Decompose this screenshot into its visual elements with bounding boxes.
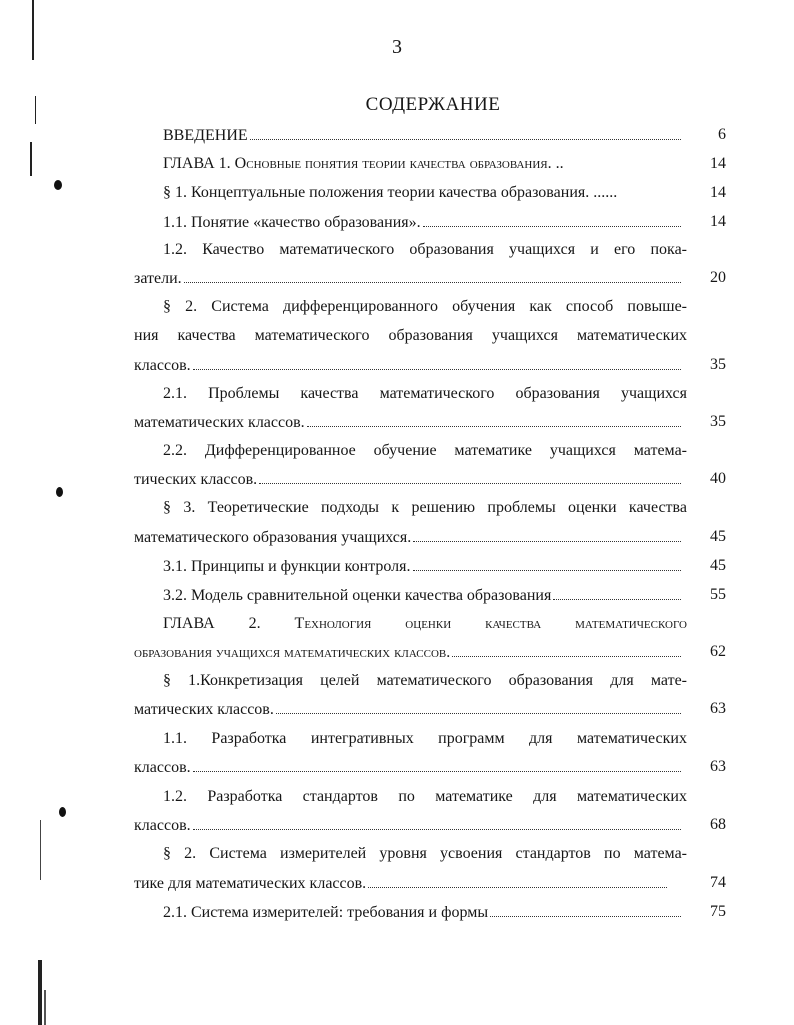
toc-entry-text: 1.2. Разработка стандартов по математике для математических — [163, 788, 687, 805]
toc-entry-continuation[interactable] — [134, 468, 683, 490]
page-number: 3 — [392, 36, 402, 58]
toc-title: СОДЕРЖАНИЕ — [365, 94, 501, 115]
toc-entry-continuation[interactable] — [134, 411, 683, 433]
toc-page-number: 14 — [710, 184, 726, 201]
toc-entry-text: тических классов. — [134, 471, 258, 488]
toc-entry-continuation[interactable] — [134, 641, 683, 663]
toc-entry-section-2-2[interactable] — [163, 843, 687, 865]
scan-edge-mark — [30, 142, 32, 176]
toc-entry-continuation[interactable] — [134, 354, 683, 376]
toc-entry-text: ния качества математического образования учащихся математических — [134, 327, 687, 344]
toc-page-number: 45 — [710, 557, 726, 574]
toc-entry-text: 1.1. Разработка интегративных программ для математических — [163, 730, 687, 747]
leader-dots — [368, 872, 667, 888]
hole-punch-mark — [56, 487, 63, 497]
toc-entry-text: ГЛАВА 1. Основные понятия теории качества образования. .. — [163, 155, 564, 172]
leader-dots — [193, 354, 681, 370]
leader-dots — [490, 901, 681, 917]
toc-page-number: 63 — [710, 700, 726, 717]
toc-entry-text: 3.1. Принципы и функции контроля. — [163, 558, 411, 575]
toc-page-number: 75 — [710, 903, 726, 920]
toc-page-number: 14 — [710, 213, 726, 230]
toc-page-number: 6 — [718, 126, 726, 143]
toc-page-number: 40 — [710, 470, 726, 487]
hole-punch-mark — [54, 180, 62, 190]
toc-entry-continuation[interactable] — [134, 698, 683, 720]
toc-entry-text: образования учащихся математических классов. — [134, 644, 451, 661]
toc-entry-subsection-2-1-1[interactable] — [163, 728, 687, 750]
toc-entry-introduction[interactable] — [163, 124, 683, 146]
scan-edge-mark — [35, 96, 36, 124]
leader-dots — [413, 526, 681, 542]
toc-entry-text: 1.1. Понятие «качество образования». — [163, 214, 421, 231]
toc-entry-text: математического образования учащихся. — [134, 529, 412, 546]
leader-dots — [276, 698, 681, 714]
leader-dots — [184, 267, 681, 283]
toc-page-number: 55 — [710, 586, 726, 603]
toc-entry-subsection-2-1-2[interactable] — [163, 786, 687, 808]
leader-dots — [193, 814, 681, 830]
toc-entry-continuation[interactable] — [134, 814, 683, 836]
toc-entry-subsection-1-2-2[interactable] — [163, 440, 687, 462]
toc-entry-subsection-1-1-1[interactable] — [163, 211, 683, 233]
toc-entry-chapter-1[interactable] — [163, 153, 683, 175]
toc-entry-text: ГЛАВА 2. Технология оценки качества математического — [163, 615, 687, 632]
toc-page-number: 35 — [710, 413, 726, 430]
leader-dots — [452, 641, 681, 657]
toc-entry-text: 3.2. Модель сравнительной оценки качества образования — [163, 587, 552, 604]
toc-entry-text: § 1.Конкретизация целей математического образования для мате- — [163, 672, 687, 689]
scan-edge-mark — [44, 990, 46, 1025]
toc-entry-text: тике для математических классов. — [134, 875, 367, 892]
toc-entry-text: 1.2. Качество математического образования учащихся и его пока- — [163, 241, 687, 258]
scan-edge-mark — [38, 960, 42, 1025]
toc-entry-continuation[interactable] — [134, 756, 683, 778]
toc-page-number: 45 — [710, 528, 726, 545]
toc-page-number: 14 — [710, 155, 726, 172]
scan-edge-mark — [32, 0, 34, 60]
toc-entry-subsection-2-2-1[interactable] — [163, 901, 683, 923]
toc-entry-text: 2.1. Проблемы качества математического образования учащихся — [163, 385, 687, 402]
toc-entry-text: § 2. Система дифференцированного обучения как способ повыше- — [163, 298, 687, 315]
toc-entry-chapter-2[interactable] — [163, 613, 687, 635]
toc-entry-section-1-2[interactable] — [163, 296, 687, 318]
toc-entry-text: классов. — [134, 817, 191, 834]
toc-entry-text: § 2. Система измерителей уровня усвоения стандартов по матема- — [163, 845, 687, 862]
leader-dots — [553, 584, 681, 600]
toc-entry-text: § 1. Концептуальные положения теории качества образования. ...... — [163, 184, 618, 201]
toc-entry-continuation[interactable] — [134, 526, 683, 548]
toc-entry-text: классов. — [134, 357, 191, 374]
toc-entry-subsection-1-2-1[interactable] — [163, 383, 687, 405]
toc-entry-text: затели. — [134, 270, 182, 287]
leader-dots — [423, 211, 681, 227]
hole-punch-mark — [59, 807, 66, 817]
toc-entry-continuation[interactable] — [134, 872, 669, 894]
toc-entry-section-1-1[interactable] — [163, 182, 683, 204]
leader-dots — [413, 555, 681, 571]
toc-entry-subsection-1-1-2[interactable] — [163, 239, 687, 261]
toc-entry-subsection-1-3-2[interactable] — [163, 584, 683, 606]
toc-page-number: 20 — [710, 269, 726, 286]
toc-page-number: 68 — [710, 816, 726, 833]
toc-entry-text: матических классов. — [134, 701, 274, 718]
toc-entry-text: 2.2. Дифференцированное обучение математике учащихся матема- — [163, 442, 687, 459]
toc-entry-text: § 3. Теоретические подходы к решению проблемы оценки качества — [163, 499, 687, 516]
toc-page-number: 62 — [710, 643, 726, 660]
toc-entry-subsection-1-3-1[interactable] — [163, 555, 683, 577]
toc-entry-continuation[interactable] — [134, 267, 683, 289]
toc-entry-text: ВВЕДЕНИЕ — [163, 127, 248, 144]
toc-entry-text: 2.1. Система измерителей: требования и формы — [163, 904, 489, 921]
leader-dots — [307, 411, 681, 427]
leader-dots — [193, 756, 681, 772]
toc-entry-section-2-1[interactable] — [163, 670, 687, 692]
toc-page-number: 35 — [710, 356, 726, 373]
toc-page-number: 63 — [710, 758, 726, 775]
scan-edge-mark — [40, 820, 41, 880]
toc-entry-text: математических классов. — [134, 414, 305, 431]
leader-dots — [259, 468, 681, 484]
toc-entry-continuation[interactable] — [134, 325, 687, 347]
toc-entry-section-1-3[interactable] — [163, 497, 687, 519]
toc-entry-text: классов. — [134, 759, 191, 776]
toc-page-number: 74 — [710, 874, 726, 891]
leader-dots — [250, 124, 681, 140]
